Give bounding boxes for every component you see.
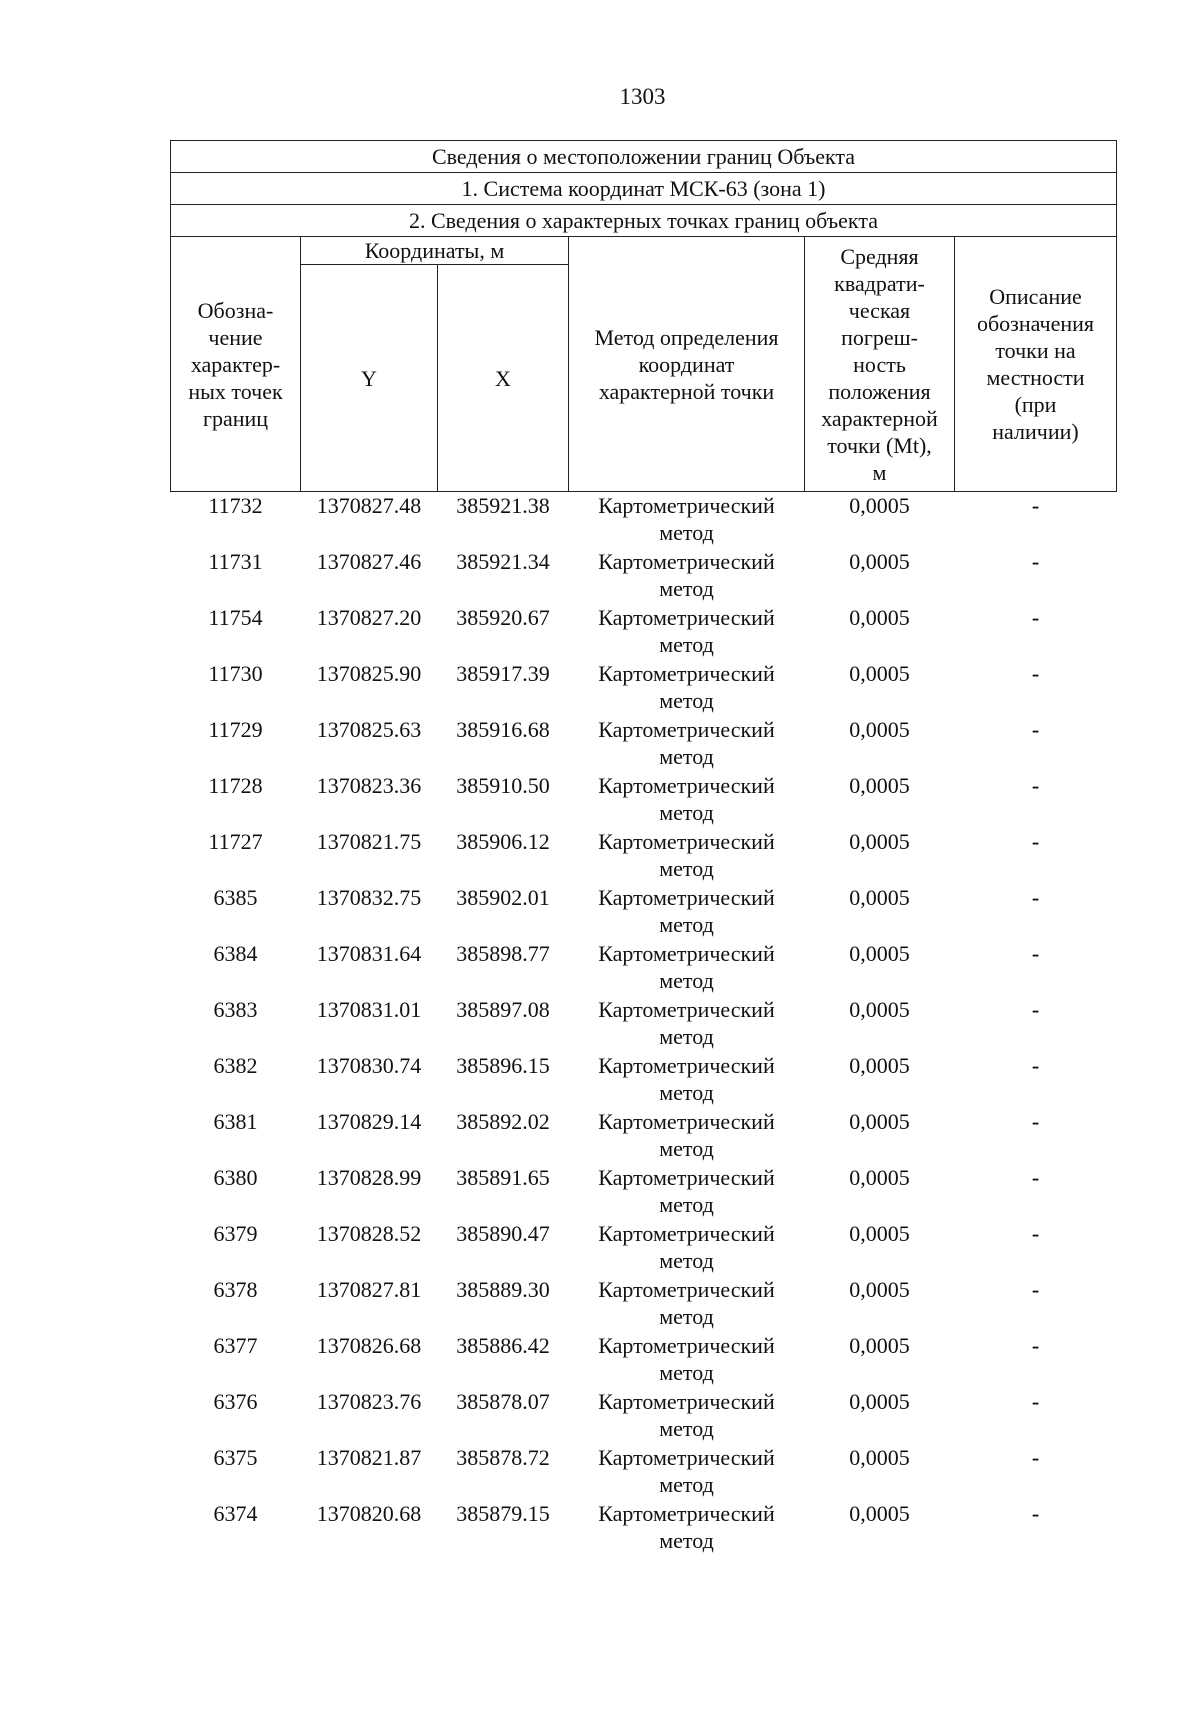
table-row	[171, 1220, 1117, 1276]
error-cell: 0,0005	[849, 549, 910, 574]
point-number-cell: 6376	[213, 1389, 258, 1414]
description-cell: -	[1031, 885, 1040, 910]
point-number-cell: 11727	[208, 829, 263, 854]
coordinate-y-cell: 1370831.01	[316, 997, 422, 1022]
coordinate-x-cell: 385897.08	[456, 997, 550, 1022]
coordinate-x-cell: 385891.65	[456, 1165, 550, 1190]
table-row	[171, 716, 1117, 772]
description-cell: -	[1031, 1277, 1040, 1302]
coordinate-y-cell: 1370826.68	[316, 1333, 422, 1358]
coordinate-y-cell: 1370828.52	[316, 1221, 422, 1246]
coordinate-x-cell: 385917.39	[456, 661, 550, 686]
error-cell: 0,0005	[849, 1389, 910, 1414]
table-row	[171, 1108, 1117, 1164]
description-cell: -	[1031, 717, 1040, 742]
error-cell: 0,0005	[849, 661, 910, 686]
coordinate-x-cell: 385921.38	[456, 493, 550, 518]
point-number-cell: 11729	[208, 717, 263, 742]
point-number-cell: 6379	[213, 1221, 258, 1246]
coordinate-x-cell: 385921.34	[456, 549, 550, 574]
table-row	[171, 828, 1117, 884]
method-cell: Картометрический метод	[598, 1445, 775, 1497]
coordinate-x-cell: 385902.01	[456, 885, 550, 910]
table-body	[171, 492, 1117, 1557]
method-cell: Картометрический метод	[598, 717, 775, 769]
coordinate-x-cell: 385892.02	[456, 1109, 550, 1134]
error-cell: 0,0005	[849, 773, 910, 798]
point-number-cell: 6385	[213, 885, 258, 910]
description-cell: -	[1031, 1389, 1040, 1414]
error-cell: 0,0005	[849, 1165, 910, 1190]
page-number: 1303	[619, 84, 666, 109]
error-cell: 0,0005	[849, 829, 910, 854]
point-number-cell: 6384	[213, 941, 258, 966]
table-row	[171, 492, 1117, 549]
point-number-cell: 6374	[213, 1501, 258, 1526]
coordinate-system-heading: 1. Система координат МСК-63 (зона 1)	[171, 173, 1117, 205]
method-cell: Картометрический метод	[598, 1501, 775, 1553]
point-number-cell: 11754	[208, 605, 263, 630]
method-cell: Картометрический метод	[598, 493, 775, 545]
description-cell: -	[1031, 773, 1040, 798]
description-cell: -	[1031, 997, 1040, 1022]
table-row	[171, 1500, 1117, 1556]
coordinate-y-cell: 1370820.68	[316, 1501, 422, 1526]
method-cell: Картометрический метод	[598, 605, 775, 657]
error-cell: 0,0005	[849, 1277, 910, 1302]
method-cell: Картометрический метод	[598, 829, 775, 881]
table-row	[171, 1052, 1117, 1108]
method-cell: Картометрический метод	[598, 941, 775, 993]
table-row	[171, 1332, 1117, 1388]
table-title: Сведения о местоположении границ Объекта	[171, 141, 1117, 173]
coordinate-y-cell: 1370825.63	[316, 717, 422, 742]
coordinate-y-cell: 1370828.99	[316, 1165, 422, 1190]
error-cell: 0,0005	[849, 997, 910, 1022]
point-number-cell: 11730	[208, 661, 263, 686]
coordinate-x-cell: 385878.07	[456, 1389, 550, 1414]
table-row	[171, 1276, 1117, 1332]
coordinate-y-cell: 1370827.48	[316, 493, 422, 518]
description-cell: -	[1031, 1333, 1040, 1358]
point-number-cell: 6378	[213, 1277, 258, 1302]
description-cell: -	[1031, 661, 1040, 686]
error-cell: 0,0005	[849, 1053, 910, 1078]
error-cell: 0,0005	[849, 493, 910, 518]
description-cell: -	[1031, 1445, 1040, 1470]
table-row	[171, 1164, 1117, 1220]
table-row	[171, 604, 1117, 660]
method-cell: Картометрический метод	[598, 661, 775, 713]
description-cell: -	[1031, 1053, 1040, 1078]
coordinate-y-cell: 1370823.76	[316, 1389, 422, 1414]
point-number-cell: 11728	[208, 773, 263, 798]
method-cell: Картометрический метод	[598, 885, 775, 937]
coordinate-y-cell: 1370830.74	[316, 1053, 422, 1078]
col-header-method: Метод определения координат характерной точки	[569, 237, 805, 492]
coordinate-y-cell: 1370829.14	[316, 1109, 422, 1134]
coordinate-y-cell: 1370821.75	[316, 829, 422, 854]
description-cell: -	[1031, 1165, 1040, 1190]
coordinate-x-cell: 385898.77	[456, 941, 550, 966]
col-header-x: X	[438, 265, 569, 492]
coordinate-y-cell: 1370827.20	[316, 605, 422, 630]
error-cell: 0,0005	[849, 1333, 910, 1358]
coordinate-x-cell: 385896.15	[456, 1053, 550, 1078]
table-row	[171, 1444, 1117, 1500]
point-number-cell: 6375	[213, 1445, 258, 1470]
error-cell: 0,0005	[849, 1109, 910, 1134]
point-number-cell: 6382	[213, 1053, 258, 1078]
error-cell: 0,0005	[849, 717, 910, 742]
coordinate-y-cell: 1370827.81	[316, 1277, 422, 1302]
description-cell: -	[1031, 1109, 1040, 1134]
description-cell: -	[1031, 605, 1040, 630]
point-number-cell: 6377	[213, 1333, 258, 1358]
coordinate-x-cell: 385906.12	[456, 829, 550, 854]
coordinate-y-cell: 1370832.75	[316, 885, 422, 910]
col-header-coordinates: Координаты, м	[301, 237, 569, 265]
col-header-description: Описание обозначения точки на местности (при наличии)	[955, 237, 1117, 492]
error-cell: 0,0005	[849, 605, 910, 630]
method-cell: Картометрический метод	[598, 549, 775, 601]
table-row	[171, 548, 1117, 604]
coordinate-x-cell: 385890.47	[456, 1221, 550, 1246]
description-cell: -	[1031, 1501, 1040, 1526]
error-cell: 0,0005	[849, 1221, 910, 1246]
coordinate-x-cell: 385920.67	[456, 605, 550, 630]
points-heading: 2. Сведения о характерных точках границ объекта	[171, 205, 1117, 237]
coordinate-x-cell: 385910.50	[456, 773, 550, 798]
col-header-error: Средняя квадрати- ческая погреш- ность положения характерной точки (Mt), м	[805, 237, 955, 492]
method-cell: Картометрический метод	[598, 1333, 775, 1385]
error-cell: 0,0005	[849, 885, 910, 910]
table-row	[171, 1388, 1117, 1444]
description-cell: -	[1031, 941, 1040, 966]
method-cell: Картометрический метод	[598, 1277, 775, 1329]
description-cell: -	[1031, 549, 1040, 574]
error-cell: 0,0005	[849, 1501, 910, 1526]
method-cell: Картометрический метод	[598, 1053, 775, 1105]
method-cell: Картометрический метод	[598, 1165, 775, 1217]
table-row	[171, 996, 1117, 1052]
error-cell: 0,0005	[849, 1445, 910, 1470]
method-cell: Картометрический метод	[598, 1109, 775, 1161]
coordinate-y-cell: 1370823.36	[316, 773, 422, 798]
coordinate-y-cell: 1370825.90	[316, 661, 422, 686]
method-cell: Картометрический метод	[598, 1221, 775, 1273]
coordinate-x-cell: 385878.72	[456, 1445, 550, 1470]
coordinate-x-cell: 385879.15	[456, 1501, 550, 1526]
description-cell: -	[1031, 493, 1040, 518]
table-row	[171, 660, 1117, 716]
table-row	[171, 772, 1117, 828]
table-row	[171, 884, 1117, 940]
coordinate-y-cell: 1370821.87	[316, 1445, 422, 1470]
col-header-y: Y	[301, 265, 438, 492]
table-row	[171, 940, 1117, 996]
error-cell: 0,0005	[849, 941, 910, 966]
point-number-cell: 6380	[213, 1165, 258, 1190]
col-header-designation: Обозна- чение характер- ных точек границ	[171, 237, 301, 492]
coordinate-x-cell: 385916.68	[456, 717, 550, 742]
method-cell: Картометрический метод	[598, 997, 775, 1049]
method-cell: Картометрический метод	[598, 773, 775, 825]
point-number-cell: 11732	[208, 493, 263, 518]
description-cell: -	[1031, 829, 1040, 854]
coordinate-y-cell: 1370831.64	[316, 941, 422, 966]
boundary-points-table	[170, 140, 1117, 1556]
description-cell: -	[1031, 1221, 1040, 1246]
coordinate-y-cell: 1370827.46	[316, 549, 422, 574]
coordinate-x-cell: 385889.30	[456, 1277, 550, 1302]
method-cell: Картометрический метод	[598, 1389, 775, 1441]
coordinate-x-cell: 385886.42	[456, 1333, 550, 1358]
point-number-cell: 6383	[213, 997, 258, 1022]
point-number-cell: 11731	[208, 549, 263, 574]
point-number-cell: 6381	[213, 1109, 258, 1134]
